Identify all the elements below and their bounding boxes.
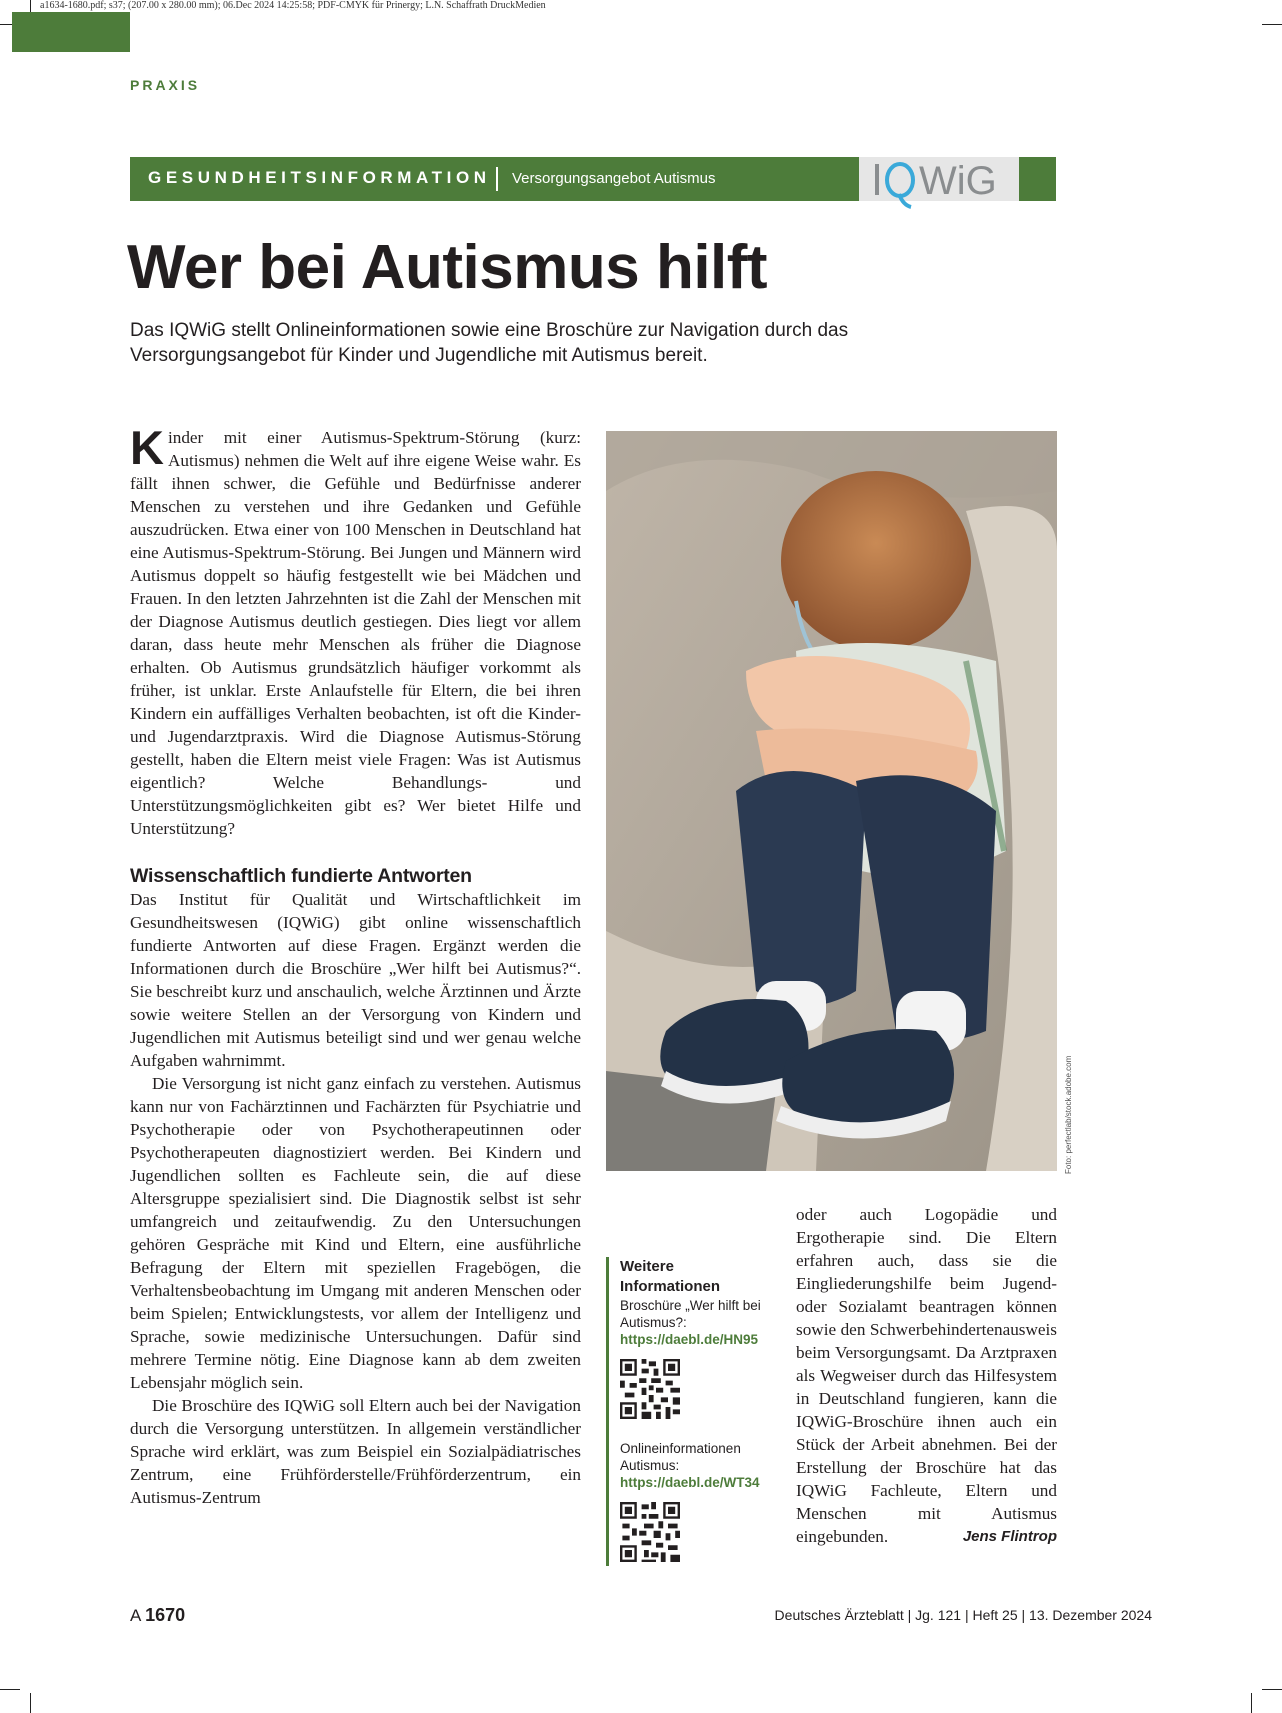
info-box-title: Weitere Informationen	[620, 1258, 720, 1295]
qr-code-icon	[620, 1502, 680, 1562]
iqwig-logo	[859, 157, 1019, 201]
paragraph: oder auch Logopädie und Ergotherapie sind. Die Eltern erfahren auch, dass sie die Eingliederungshilfe beim Jugend- oder Sozialamt beantragen können sowie den Schwerbehindertenausweis beim Versorgungsamt. Da Arztpraxen als Wegweiser durch das Hilfesystem in Deutschland fungieren, kann die IQWiG-Broschüre ihnen auch ein Stück der Arbeit abnehmen. Bei der Erstellung der Broschüre hat das IQWiG Fachleute, Eltern und Menschen mit Autismus eingebunden.	[796, 1205, 1057, 1546]
brochure-label: Broschüre „Wer hilft bei Autismus?:	[620, 1298, 761, 1330]
crop-mark	[30, 1693, 31, 1713]
section-color-tab	[12, 12, 130, 52]
crop-mark	[0, 1689, 20, 1690]
article-lead: Das IQWiG stellt Onlineinformationen sowie eine Broschüre zur Navigation durch das Versorgungsangebot für Kinder und Jugendliche mit Autismus bereit.	[130, 320, 849, 366]
qr-code-icon	[620, 1359, 680, 1419]
crop-mark	[1251, 1693, 1252, 1713]
article-column-left	[130, 421, 581, 1509]
paragraph-intro-text: inder mit einer Autismus-Spektrum-Störung (kurz: Autismus) nehmen die Welt auf ihre eigene Weise wahr. Es fällt ihnen schwer, die Gefühle und Bedürfnisse anderer Menschen zu verstehen und ihre Gedanken und Gefühle auszudrücken. Etwa einer von 100 Menschen in Deutschland hat eine Autismus-Spektrum-Störung. Bei Jungen und Männern wird Autismus doppelt so häufig festgestellt wie bei Mädchen und Frauen. In den letzten Jahrzehnten ist die Zahl der Menschen mit der Diagnose Autismus deutlich gestiegen. Dies liegt vor allem daran, dass heute mehr Menschen als früher die Diagnose erhalten. Ob Autismus grundsätzlich häufiger vorkommt als früher, ist unklar. Erste Anlaufstelle für Eltern, die bei ihren Kindern ein auffälliges Verhalten beobachten, ist oft die Kinder- und Jugendarztpraxis. Wird die Diagnose Autismus-Störung gestellt, haben die Eltern meist viele Fragen: Was ist Autismus eigentlich? Welche Behandlungs- und Unterstützungsmöglichkeiten gibt es? Wer bietet Hilfe und Unterstützung?	[130, 428, 581, 838]
crop-mark	[1262, 1689, 1282, 1690]
paragraph: Die Broschüre des IQWiG soll Eltern auch bei der Navigation durch die Versorgung unterstützen. In allgemein verständlicher Sprache wird erklärt, was zum Beispiel ein Sozialpädiatrisches Zentrum, eine Frühförderstelle/Frühförderzentrum, ein Autismus-Zentrum	[130, 1396, 581, 1507]
photo-credit: Foto: perfectlab/stock.adobe.com	[1064, 1055, 1073, 1174]
journal-info: Deutsches Ärzteblatt | Jg. 121 | Heft 25 | 13. Dezember 2024	[774, 1607, 1152, 1623]
article-column-right	[796, 1203, 1057, 1548]
crop-mark	[1262, 24, 1282, 25]
paragraph: Die Versorgung ist nicht ganz einfach zu verstehen. Autismus kann nur von Fachärztinnen und Fachärzten für Psychiatrie und Psychotherapie oder von Psychotherapeutinnen oder Psychotherapeuten diagnostiziert werden. Bei Kindern und Jugendlichen sollten es Fachleute sein, die auf diese Altersgruppe spezialisiert sind. Die Diagnostik selbst ist sehr umfangreich und zeitaufwendig. Zu den Untersuchungen gehören Gespräche mit Kind und Eltern, eine ausführliche Befragung der Eltern mit speziellen Fragebögen, die Verhaltensbeobachtung im Umgang mit anderen Menschen oder beim Spielen; Entwicklungstests, vor allem der Intelligenz und Sprache, sowie medizinische Untersuchungen. Dafür sind mehrere Termine nötig. Eine Diagnose kann ab dem zweiten Lebensjahr möglich sein.	[130, 1074, 581, 1392]
banner-divider	[496, 167, 498, 191]
article-headline: Wer bei Autismus hilft	[127, 233, 768, 302]
svg-text:WiG: WiG	[919, 159, 997, 203]
paragraph-intro	[130, 421, 581, 840]
paragraph: Das Institut für Qualität und Wirtschaftlichkeit im Gesundheitswesen (IQWiG) gibt online wissenschaftlich fundierte Antworten auf diese Fragen. Ergänzt werden die Informationen durch die Broschüre „Wer hilft bei Autismus?“. Sie beschreibt kurz und anschaulich, welche Ärztinnen und Ärzte sowie weitere Stellen an der Versorgung von Kindern und Jugendlichen mit Autismus beteiligt sind und wer genau welche Aufgaben wahrnimmt.	[130, 890, 581, 1070]
info-box	[606, 1257, 776, 1566]
print-info-line: a1634-1680.pdf; s37; (207.00 x 280.00 mm); 06.Dec 2024 14:25:58; PDF-CMYK für Prinergy; L.N. Schaffrath DruckMedien	[40, 0, 546, 11]
section-label: PRAXIS	[130, 77, 201, 93]
author-name: Jens Flintrop	[962, 1528, 1057, 1545]
page-number	[130, 1605, 185, 1626]
banner-topic: Versorgungsangebot Autismus	[512, 170, 716, 187]
page-number-value: 1670	[145, 1605, 186, 1625]
article-photo	[606, 431, 1057, 1171]
brochure-link[interactable]: https://daebl.de/HN95	[620, 1332, 759, 1347]
child-photo-illustration	[606, 431, 1057, 1171]
online-info-link[interactable]: https://daebl.de/WT34	[620, 1475, 760, 1490]
page-prefix: A	[130, 1606, 141, 1625]
drop-cap: K	[130, 421, 164, 474]
category-banner	[130, 157, 1056, 201]
online-info-label: Onlineinformationen Autismus:	[620, 1441, 741, 1473]
iqwig-logo-icon	[859, 157, 1019, 217]
banner-category: GESUNDHEITSINFORMATION	[148, 168, 491, 187]
subheading: Wissenschaftlich fundierte Antworten	[130, 865, 472, 887]
